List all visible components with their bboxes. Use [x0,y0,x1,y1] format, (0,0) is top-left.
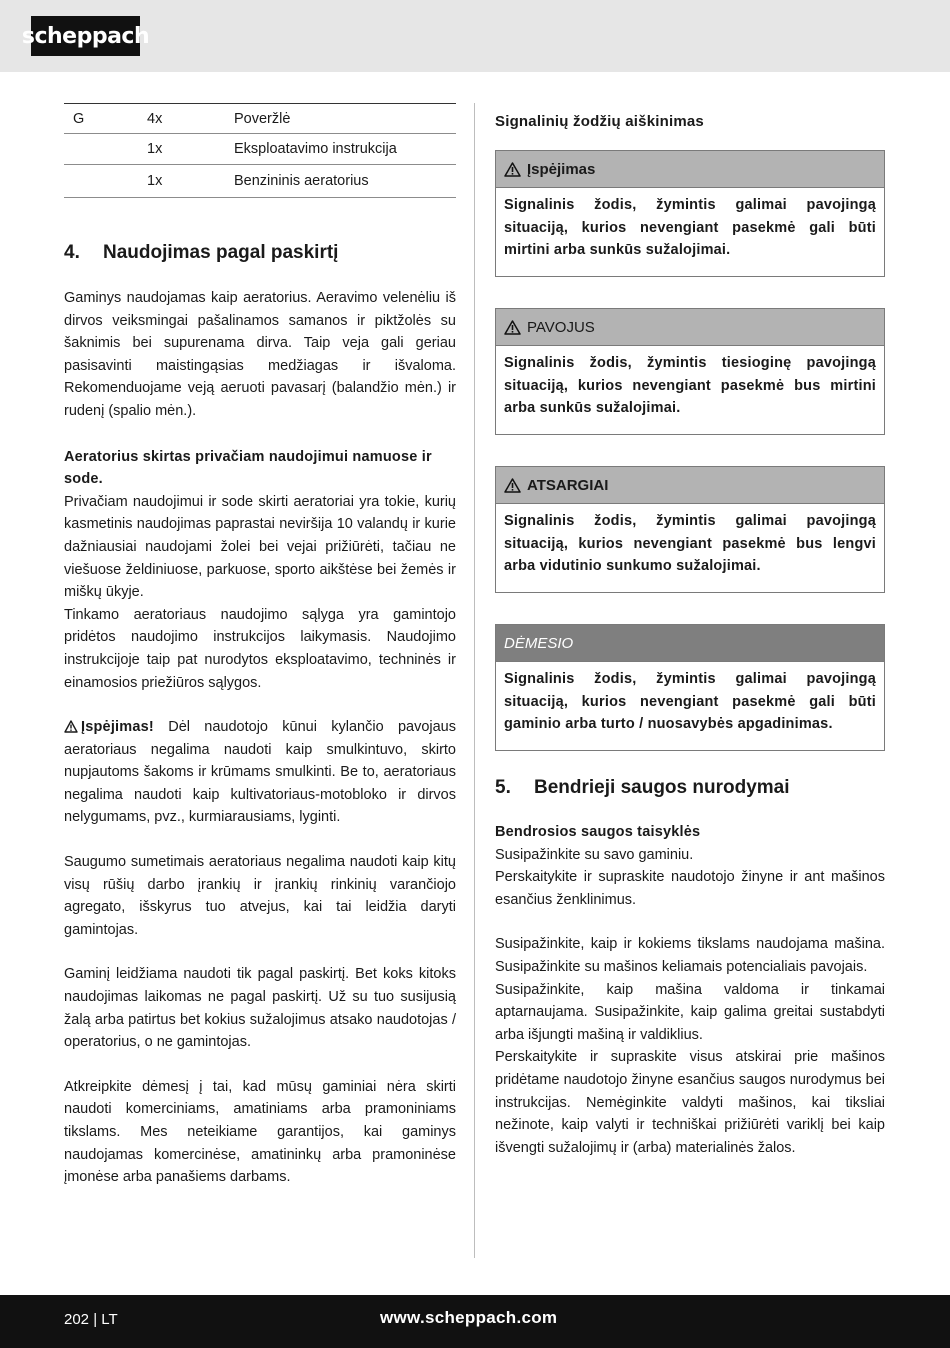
safety-rule-paragraph: Perskaitykite ir supraskite visus atskirai prie mašinos pridėtame naudotojo žinyne esančius saugos nurodymus bei instrukcijas. Nemėginkite valdyti mašinos, kai tiksliai nežinote, kaip valyti ir techniškai prižiūrėti variklį bei kaip išvengti sužalojimų ir (arba) materialinės žalos. [495,1049,885,1156]
signal-description: Signalinis žodis, žymintis galimai pavojingą situaciją, kurios nevengiant pasekmė gali būti mirtini arba sunkūs sužalojimai. [504,197,876,259]
signal-box-header [496,467,884,504]
signal-description: Signalinis žodis, žymintis galimai pavojingą situaciją, kurios nevengiant pasekmė bus lengvi arba vidutinio sunkumo sužalojimai. [504,513,876,575]
part-name: Poveržlė [234,104,456,134]
commercial-paragraph: Atkreipkite dėmesį į tai, kad mūsų gaminiai nėra skirti naudoti komerciniams, amatiniams arba pramoniniams tikslams. Mes neteikiame garantijos, kai gaminys naudojamas komercinėse, amatininkų arba pramoninėse įmonėse arba panašiems darbams. [64,1078,456,1186]
part-name: Benzininis aeratorius [234,165,456,198]
table-row [64,104,456,134]
instructions-paragraph: Tinkamo aeratoriaus naudojimo sąlyga yra gamintojo pridėtos naudojimo instrukcijos laikymasis. Naudojimo instrukcijoje taip pat nurodytos eksploatavimo, techninės ir einamosios priežiūros sąlygos. [64,606,456,691]
part-letter [64,134,147,165]
section-4-title [64,242,456,264]
signal-description: Signalinis žodis, žymintis galimai pavojingą situaciją, kurios nevengiant pasekmė gali būti gaminio arba turto / nuosavybės apgadinimas. [504,671,876,733]
right-column [495,103,885,1159]
signal-box-ispejimas [495,150,885,277]
section-5-title [495,777,885,799]
intended-use-paragraph: Gaminys naudojamas kaip aeratorius. Aeravimo velenėliu iš dirvos veiksmingai pašalinamos samanos ir piktžolės su šaknimis bei supurenama dirva. Taip veja gali geriau pasisavinti maistingąsias medžiagas ir išvaloma. Rekomenduojame veją aeruoti pavasarį (balandžio mėn.) ir rudenį (spalio mėn.). [64,290,456,419]
part-letter: G [64,104,147,134]
section-number: 5. [495,777,511,798]
part-qty: 4x [147,104,234,134]
safety-rule-paragraph: Perskaitykite ir supraskite naudotojo žinyne ir ant mašinos esančius ženklinimus. [495,869,885,908]
safety-paragraph: Saugumo sumetimais aeratoriaus negalima naudoti kaip kitų visų rūšių darbo įrankių ir įrankių rinkinių varančiojo agregato, išskyrus tuo atvejus, kai tai leidžia daryti gamintojas. [64,854,456,938]
left-column [64,103,456,1189]
signal-label: PAVOJUS [527,318,595,336]
signal-box-demesio [495,624,885,751]
safety-rule-paragraph: Susipažinkite, kaip ir kokiems tikslams naudojama mašina. Susipažinkite su mašinos keliamais potencialiais pavojais. [495,936,885,975]
table-row [64,134,456,165]
signal-label: Įspėjimas [527,160,596,178]
warning-triangle-icon [504,478,521,493]
warning-triangle-icon [504,320,521,335]
general-safety-heading: Bendrosios saugos taisyklės [495,824,701,840]
signal-box-atsargiai [495,466,885,593]
signal-words-heading: Signalinių žodžių aiškinimas [495,113,704,130]
usage-paragraph: Gaminį leidžiama naudoti tik pagal paskirtį. Bet koks kitoks naudojimas laikomas ne pagal paskirtį. Už su tuo susijusią žalą arba patirtus bet kokius sužalojimus atsako naudotojas / operatorius, o ne gamintojas. [64,966,456,1051]
safety-rule-paragraph: Susipažinkite su savo gaminiu. [495,846,694,863]
signal-box-pavojus [495,308,885,435]
signal-box-header [496,309,884,346]
scheppach-logo: scheppach [31,16,140,56]
signal-label: ATSARGIAI [527,476,609,494]
section-number: 4. [64,242,80,263]
part-letter [64,165,147,198]
safety-rule-paragraph: Susipažinkite, kaip mašina valdoma ir tinkamai aptarnaujama. Susipažinkite, kaip galima greitai sustabdyti arba išjungti mašiną ir valdiklius. [495,981,885,1043]
part-qty: 1x [147,134,234,165]
warning-paragraph [64,716,456,829]
private-use-heading: Aeratorius skirtas privačiam naudojimui namuose ir sode. [64,448,432,488]
website-link[interactable]: www.scheppach.com [380,1308,558,1327]
private-use-paragraph: Privačiam naudojimui ir sode skirti aeratoriai yra tokie, kurių kasmetinis naudojimas paprastai neviršija 10 valandų ir kurie dažniausiai naudojami žolei bei vejai prižiūrėti, tačiau ne viešuose želdiniuose, parkuose, sporto aikštėse bei žemės ir miškų ūkyje. [64,493,456,601]
parts-table [64,103,456,198]
part-qty: 1x [147,165,234,198]
signal-description: Signalinis žodis, žymintis tiesioginę pavojingą situaciją, kurios nevengiant pasekmė bus mirtini arba sunkūs sužalojimai. [504,355,876,417]
signal-box-header [496,151,884,188]
warning-text: Dėl naudotojo kūnui kylančio pavojaus aeratoriaus negalima naudoti kaip smulkintuvo, skirto nupjautoms šakoms ir krūmams smulkinti. Be to, aeratoriaus negalima naudoti kaip kultivatoriaus-motobloko ir dirvos nelygumams, pvz., kurmiarausiams, lyginti. [64,719,456,826]
part-name: Eksploatavimo instrukcija [234,134,456,165]
section-title-text: Naudojimas pagal paskirtį [103,242,339,263]
warning-triangle-icon [64,720,78,733]
page-number: 202 | LT [64,1311,118,1328]
warning-label: Įspėjimas! [81,719,154,736]
table-row [64,165,456,198]
signal-label: DĖMESIO [504,634,574,652]
column-divider [474,103,475,1258]
section-title-text: Bendrieji saugos nurodymai [534,777,790,798]
footer-bar [0,1295,950,1348]
signal-box-header [496,625,884,662]
warning-triangle-icon [504,162,521,177]
